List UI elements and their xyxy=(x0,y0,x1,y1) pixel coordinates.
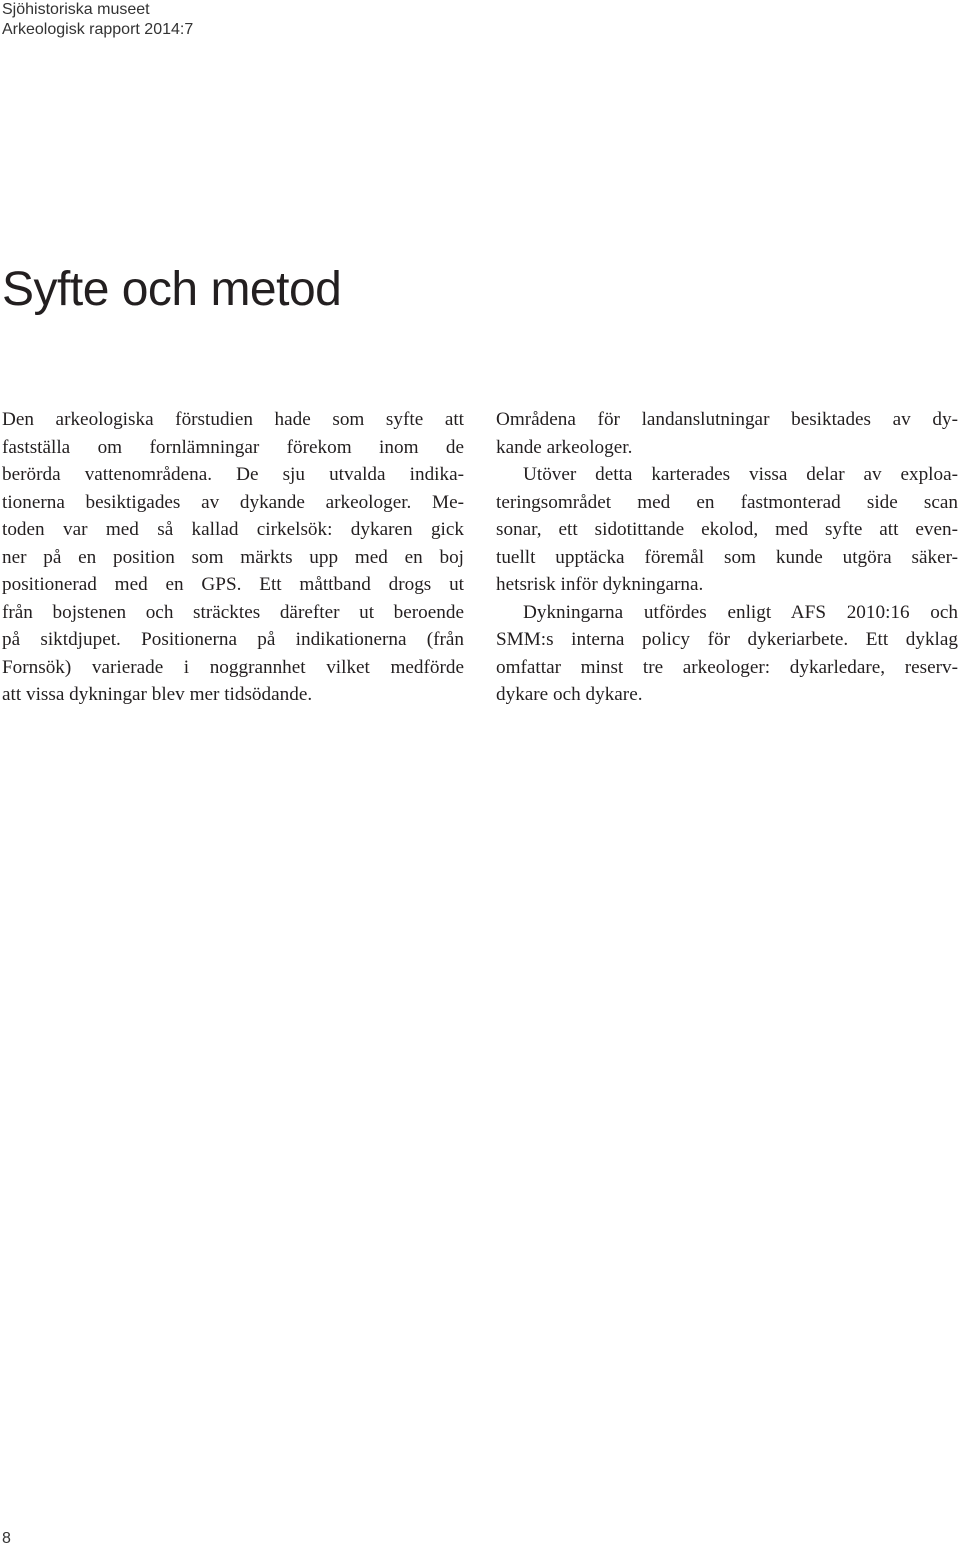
paragraph-land-connections xyxy=(496,406,958,461)
text-line: teringsområdet med en fastmonterad side scan xyxy=(496,491,958,513)
body-column-right xyxy=(496,406,958,709)
text-line: på siktdjupet. Positionerna på indikationerna (från xyxy=(2,629,464,650)
text-line: fastställa om fornlämningar förekom inom de xyxy=(2,436,464,458)
text-line: Områdena för landanslutningar besiktades av dy- xyxy=(496,409,958,430)
text-line: SMM:s interna policy för dykeriarbete. Ett dyklag xyxy=(496,629,958,650)
text-line: Den arkeologiska förstudien hade som syfte att xyxy=(2,409,464,430)
text-line: tuellt upptäcka föremål som kunde utgöra säker- xyxy=(496,546,958,568)
text-line: Fornsök) varierade i noggrannhet vilket medförde xyxy=(2,656,464,678)
text-line: Utöver detta karterades vissa delar av exploa- xyxy=(523,464,958,485)
text-line: från bojstenen och sträcktes därefter ut beroende xyxy=(2,601,464,623)
text-line: att vissa dykningar blev mer tidsödande. xyxy=(2,684,313,705)
text-line: berörda vattenområdena. De sju utvalda indika- xyxy=(2,464,464,485)
text-line: kande arkeologer. xyxy=(496,436,633,458)
text-line: sonar, ett sidotittande ekolod, med syfte att even- xyxy=(496,519,958,540)
paragraph-diving-rules xyxy=(496,599,958,709)
text-line: positionerad med en GPS. Ett måttband drogs ut xyxy=(2,574,464,595)
text-line: hetsrisk inför dykningarna. xyxy=(496,574,704,595)
paragraph-side-scan xyxy=(496,461,958,599)
text-line: toden var med så kallad cirkelsök: dykaren gick xyxy=(2,519,464,540)
header-institution: Sjöhistoriska museet xyxy=(2,1,150,18)
text-line: dykare och dykare. xyxy=(496,684,643,705)
header-report-id: Arkeologisk rapport 2014:7 xyxy=(2,21,194,38)
body-column-left xyxy=(2,406,464,709)
running-header xyxy=(2,0,193,40)
section-title: Syfte och metod xyxy=(2,263,342,316)
text-line: omfattar minst tre arkeologer: dykarledare, reserv- xyxy=(496,656,958,678)
page-number: 8 xyxy=(2,1530,11,1547)
text-line: ner på en position som märkts upp med en boj xyxy=(2,546,464,568)
paragraph-purpose xyxy=(2,406,464,709)
text-line: tionerna besiktigades av dykande arkeologer. Me- xyxy=(2,491,464,513)
text-line: Dykningarna utfördes enligt AFS 2010:16 och xyxy=(523,601,958,623)
